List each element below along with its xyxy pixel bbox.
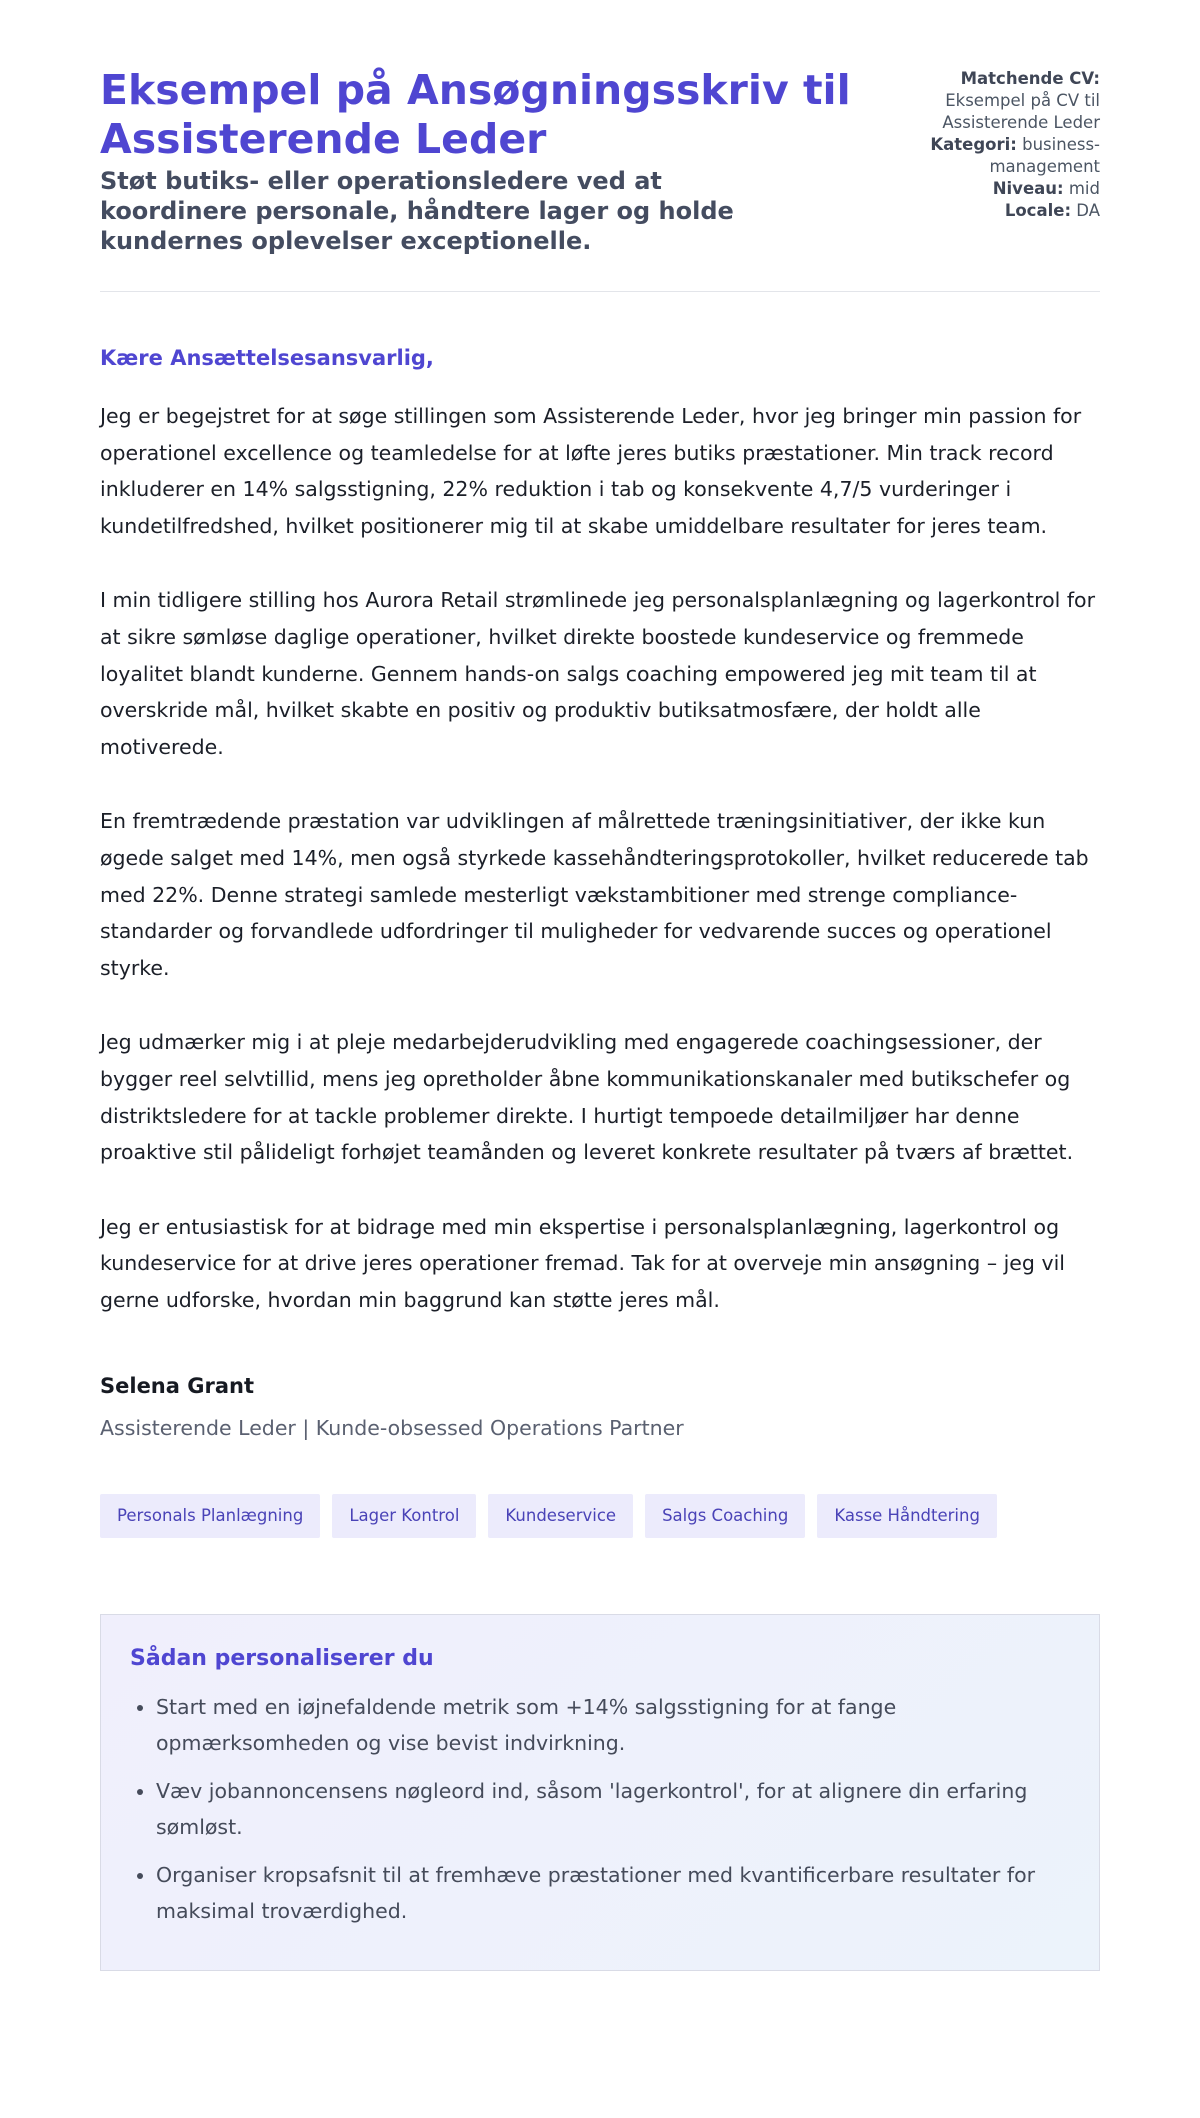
skill-tag: Lager Kontrol [332, 1494, 476, 1538]
skill-tag: Personals Planlægning [100, 1494, 320, 1538]
signature-title: Assisterende Leder | Kunde-obsessed Operations Partner [100, 1416, 684, 1441]
letter-paragraph: I min tidligere stilling hos Aurora Retail strømlinede jeg personalsplanlægning og lagerkontrol for at sikre sømløse daglige operationer, hvilket direkte boostede kundeservice og fremmede loyalitet blandt kunderne. Gennem hands-on salgs coaching empowered jeg mit team til at overskride mål, hvilket skabte en positiv og produktiv butiksatmosfære, der holdt alle motiverede. [100, 588, 1096, 759]
letter-salutation: Kære Ansættelsesansvarlig, [100, 346, 434, 370]
cover-letter-page [100, 0, 1100, 1971]
meta-locale [882, 200, 1100, 222]
meta-level-label: Niveau: [992, 179, 1064, 198]
page-subtitle: Støt butiks- eller operationsledere ved at koordinere personale, håndtere lager og holde kundernes oplevelser exceptionelle. [100, 167, 734, 255]
letter-paragraph: Jeg er entusiastisk for at bidrage med min ekspertise i personalsplanlægning, lagerkontrol og kundeservice for at drive jeres operationer fremad. Tak for at overveje min ansøgning – jeg vil gerne udforske, hvordan min baggrund kan støtte jeres mål. [100, 1214, 1065, 1312]
meta-category [882, 134, 1100, 178]
meta-level-value: mid [1068, 179, 1100, 198]
meta-matching-cv [882, 68, 1100, 134]
tips-list-item: • Væv jobannoncensens nøgleord ind, såsom 'lagerkontrol', for at alignere din erfaring sømløst. [156, 1773, 1070, 1845]
letter-paragraph: Jeg er begejstret for at søge stillingen som Assisterende Leder, hvor jeg bringer min passion for operationel excellence og teamledelse for at løfte jeres butiks præstationer. Min track record inkluderer en 14% salgsstigning, 22% reduktion i tab og konsekvente 4,7/5 vurderinger i kundetilfredshed, hvilket positionerer mig til at skabe umiddelbare resultater for jeres team. [100, 404, 1082, 538]
skill-tag: Kasse Håndtering [817, 1494, 997, 1538]
skill-tags [100, 1494, 1100, 1538]
meta-level [882, 178, 1100, 200]
page-title: Eksempel på Ansøgningsskriv til Assisterende Leder [100, 66, 851, 163]
letter-paragraph: En fremtrædende præstation var udviklingen af målrettede træningsinitiativer, der ikke kun øgede salget med 14%, men også styrkede kassehåndteringsprotokoller, hvilket reducerede tab med 22%. Denne strategi samlede mesterligt vækstambitioner med strenge compliance-standarder og forvandlede udfordringer til muligheder for vedvarende succes og operationel styrke. [100, 809, 1089, 980]
header-titles [100, 66, 882, 256]
header-divider [100, 291, 1100, 292]
letter-paragraph: Jeg udmærker mig i at pleje medarbejderudvikling med engagerede coachingsessioner, der bygger reel selvtillid, mens jeg opretholder åbne kommunikationskanaler med butikschefer og distriktsledere for at tackle problemer direkte. I hurtigt tempoede detailmiljøer har denne proaktive stil pålideligt forhøjet teamånden og leveret konkrete resultater på tværs af brættet. [100, 1030, 1074, 1165]
meta-matching-cv-label: Matchende CV: [960, 69, 1100, 88]
letter-body [100, 398, 1100, 1318]
tips-title: Sådan personaliserer du [130, 1646, 434, 1672]
tips-list-item: • Organiser kropsafsnit til at fremhæve præstationer med kvantificerbare resultater for maksimal troværdighed. [156, 1857, 1070, 1929]
personalization-tips-box [100, 1614, 1100, 1971]
meta-locale-label: Locale: [1004, 201, 1072, 220]
page-header [100, 66, 1100, 256]
meta-matching-cv-value: Eksempel på CV til Assisterende Leder [942, 91, 1100, 132]
meta-category-value: business-management [989, 135, 1100, 176]
tips-list-item: • Start med en iøjnefaldende metrik som +14% salgsstigning for at fange opmærksomheden og vise bevist indvirkning. [156, 1689, 1070, 1761]
meta-category-label: Kategori: [930, 135, 1017, 154]
tips-list [130, 1689, 1070, 1929]
skill-tag: Salgs Coaching [645, 1494, 805, 1538]
skill-tag: Kundeservice [488, 1494, 633, 1538]
meta-locale-value: DA [1076, 201, 1100, 220]
signature-name: Selena Grant [100, 1374, 254, 1399]
meta-panel [882, 68, 1100, 222]
signature-block [100, 1372, 1100, 1442]
